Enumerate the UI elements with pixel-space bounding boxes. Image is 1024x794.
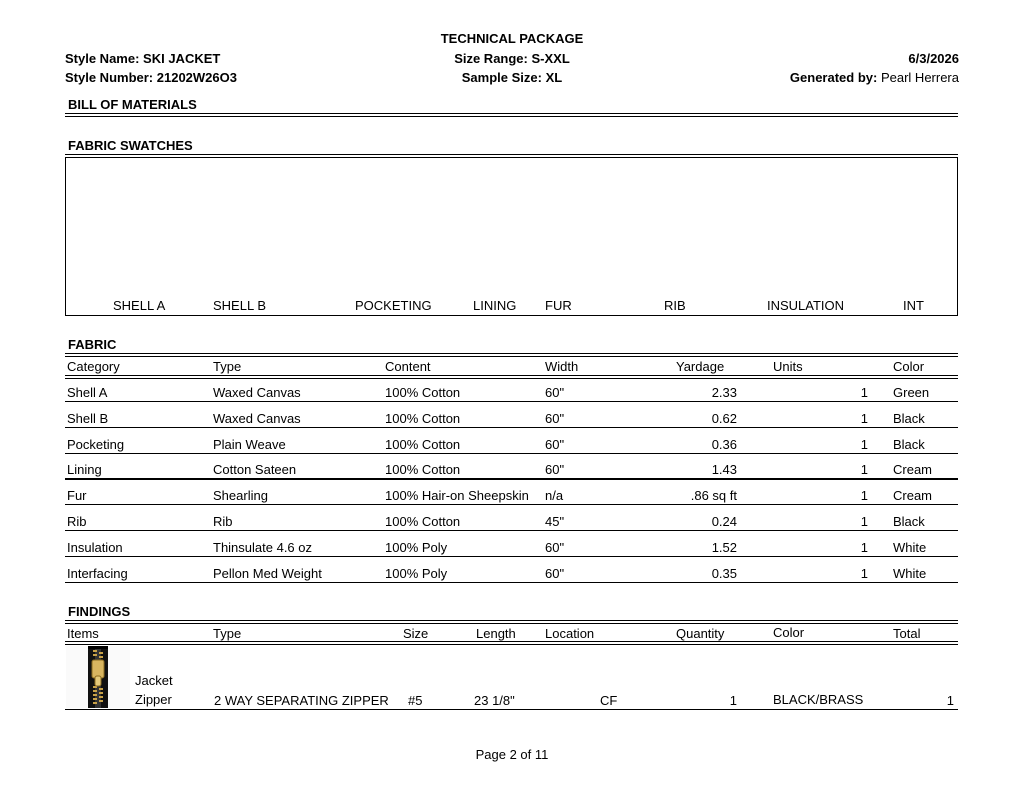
- findings-header-size: Size: [403, 626, 429, 641]
- fabric-cell-content: 100% Cotton: [385, 514, 461, 529]
- fabric-cell-width: 60": [545, 462, 565, 478]
- fabric-cell-yardage: 2.33: [711, 385, 737, 400]
- fabric-cell-yardage: 0.35: [711, 565, 737, 581]
- divider: [65, 453, 958, 454]
- fabric-cell-category: Shell A: [67, 385, 108, 400]
- fabric-header-units: Units: [773, 359, 803, 374]
- finding-item-line1: Jacket: [135, 673, 173, 688]
- fabric-cell-color: White: [893, 565, 927, 581]
- fabric-cell-units: 1: [860, 410, 868, 426]
- swatch-label: LINING: [473, 298, 517, 313]
- finding-item-line2: Zipper: [135, 692, 172, 707]
- style-number-value: 21202W26O3: [156, 70, 237, 85]
- fabric-cell-content: 100% Poly: [385, 539, 448, 555]
- fabric-cell-units: 1: [860, 539, 868, 555]
- fabric-header-content: Content: [385, 359, 431, 374]
- document-date: 6/3/2026: [908, 51, 959, 66]
- divider: [65, 582, 958, 583]
- fabric-cell-category: Rib: [67, 514, 87, 529]
- fabric-cell-color: Cream: [893, 462, 933, 478]
- sample-size-value: XL: [545, 70, 563, 85]
- generated-by-value: Pearl Herrera: [880, 70, 959, 85]
- finding-type: 2 WAY SEPARATING ZIPPER: [214, 693, 389, 708]
- fabric-cell-content: 100% Cotton: [385, 436, 461, 452]
- swatch-label: RIB: [664, 298, 686, 313]
- findings-header-type: Type: [213, 626, 242, 641]
- fabric-header-color: Color: [893, 359, 925, 374]
- size-range-value: S-XXL: [531, 51, 570, 66]
- fabric-cell-color: White: [893, 539, 927, 555]
- fabric-cell-yardage: 0.62: [711, 410, 737, 426]
- zipper-icon: [66, 646, 130, 708]
- style-number-label: Style Number:: [65, 70, 154, 85]
- section-fabric-swatches: FABRIC SWATCHES: [68, 138, 193, 153]
- finding-size: #5: [408, 693, 423, 708]
- fabric-cell-type: Pellon Med Weight: [213, 565, 322, 581]
- generated-by-label: Generated by: [789, 70, 873, 85]
- size-range-label: Size Range:: [454, 51, 528, 66]
- divider: [65, 427, 958, 428]
- divider: [65, 375, 958, 379]
- finding-color: BLACK/BRASS: [773, 692, 864, 707]
- fabric-cell-content: 100% Hair-on Sheepskin: [385, 488, 529, 504]
- fabric-cell-units: 1: [860, 514, 868, 529]
- divider: [65, 504, 958, 505]
- fabric-cell-category: Lining: [67, 462, 102, 478]
- fabric-cell-units: 1: [860, 565, 868, 581]
- fabric-cell-content: 100% Poly: [385, 565, 448, 581]
- findings-header-items: Items: [67, 626, 99, 641]
- divider: [65, 620, 958, 624]
- fabric-cell-width: 60": [545, 436, 565, 452]
- document-title: TECHNICAL PACKAGE: [440, 31, 584, 46]
- fabric-cell-yardage: 1.43: [711, 462, 737, 478]
- findings-header-total: Total: [893, 626, 921, 641]
- section-fabric: FABRIC: [68, 337, 117, 352]
- fabric-cell-yardage: 1.52: [711, 539, 737, 555]
- swatch-label: FUR: [545, 298, 572, 313]
- fabric-cell-type: Shearling: [213, 488, 268, 504]
- fabric-cell-category: Shell B: [67, 410, 109, 426]
- fabric-cell-content: 100% Cotton: [385, 462, 461, 478]
- fabric-cell-category: Pocketing: [67, 436, 125, 452]
- fabric-header-width: Width: [545, 359, 579, 374]
- fabric-cell-type: Thinsulate 4.6 oz: [213, 539, 313, 555]
- fabric-cell-color: Green: [893, 385, 930, 400]
- finding-location: CF: [600, 693, 618, 708]
- fabric-cell-units: 1: [860, 462, 868, 478]
- fabric-cell-yardage: 0.36: [711, 436, 737, 452]
- fabric-cell-width: 60": [545, 385, 565, 400]
- fabric-header-type: Type: [213, 359, 242, 374]
- finding-length: 23 1/8": [474, 693, 515, 708]
- fabric-cell-yardage: 0.24: [711, 514, 737, 529]
- sample-size-label: Sample Size:: [461, 70, 542, 85]
- fabric-cell-yardage: .86 sq ft: [690, 488, 737, 504]
- section-findings: FINDINGS: [68, 604, 131, 619]
- fabric-cell-category: Fur: [67, 488, 87, 504]
- fabric-cell-type: Cotton Sateen: [213, 462, 297, 478]
- fabric-header-category: Category: [67, 359, 120, 374]
- size-range: [0, 51, 1024, 66]
- fabric-cell-category: Insulation: [67, 539, 123, 555]
- divider: [65, 556, 958, 557]
- page-number: Page 2 of 11: [475, 747, 549, 762]
- divider: [65, 709, 958, 710]
- divider: [65, 478, 958, 479]
- finding-total: 1: [946, 693, 954, 708]
- finding-quantity: 1: [729, 693, 737, 708]
- fabric-cell-content: 100% Cotton: [385, 385, 461, 400]
- style-name-label: Style Name:: [65, 51, 140, 66]
- fabric-cell-category: Interfacing: [67, 565, 128, 581]
- fabric-cell-units: 1: [860, 488, 868, 504]
- findings-header-quantity: Quantity: [676, 626, 725, 641]
- fabric-cell-type: Waxed Canvas: [213, 410, 301, 426]
- fabric-cell-type: Rib: [213, 514, 233, 529]
- fabric-cell-width: 60": [545, 565, 565, 581]
- divider: [65, 530, 958, 531]
- swatch-label: INSULATION: [767, 298, 845, 313]
- fabric-cell-content: 100% Cotton: [385, 410, 461, 426]
- section-bill-of-materials: BILL OF MATERIALS: [68, 97, 197, 112]
- fabric-cell-units: 1: [860, 436, 868, 452]
- fabric-cell-width: n/a: [545, 488, 564, 504]
- generated-by: Generated by: Pearl Herrera: [789, 70, 959, 85]
- fabric-cell-width: 45": [545, 514, 565, 529]
- fabric-cell-units: 1: [860, 385, 868, 400]
- swatch-label: SHELL A: [113, 298, 166, 313]
- swatch-label: SHELL B: [213, 298, 266, 313]
- findings-header-length: Length: [476, 626, 516, 641]
- fabric-cell-color: Cream: [893, 488, 933, 504]
- fabric-cell-type: Plain Weave: [213, 436, 286, 452]
- findings-header-location: Location: [545, 626, 595, 641]
- divider: [65, 353, 958, 357]
- swatch-label: INT: [903, 298, 924, 313]
- fabric-cell-type: Waxed Canvas: [213, 385, 301, 400]
- fabric-header-yardage: Yardage: [676, 359, 725, 374]
- fabric-cell-color: Black: [893, 410, 925, 426]
- fabric-cell-width: 60": [545, 539, 565, 555]
- divider: [65, 641, 958, 645]
- fabric-swatches-box: [65, 157, 958, 316]
- fabric-cell-width: 60": [545, 410, 565, 426]
- swatch-label: POCKETING: [355, 298, 432, 313]
- fabric-cell-color: Black: [893, 436, 925, 452]
- divider: [65, 113, 958, 117]
- style-name-value: SKI JACKET: [143, 51, 221, 66]
- divider: [65, 401, 958, 402]
- findings-header-color: Color: [773, 625, 805, 640]
- fabric-cell-color: Black: [893, 514, 925, 529]
